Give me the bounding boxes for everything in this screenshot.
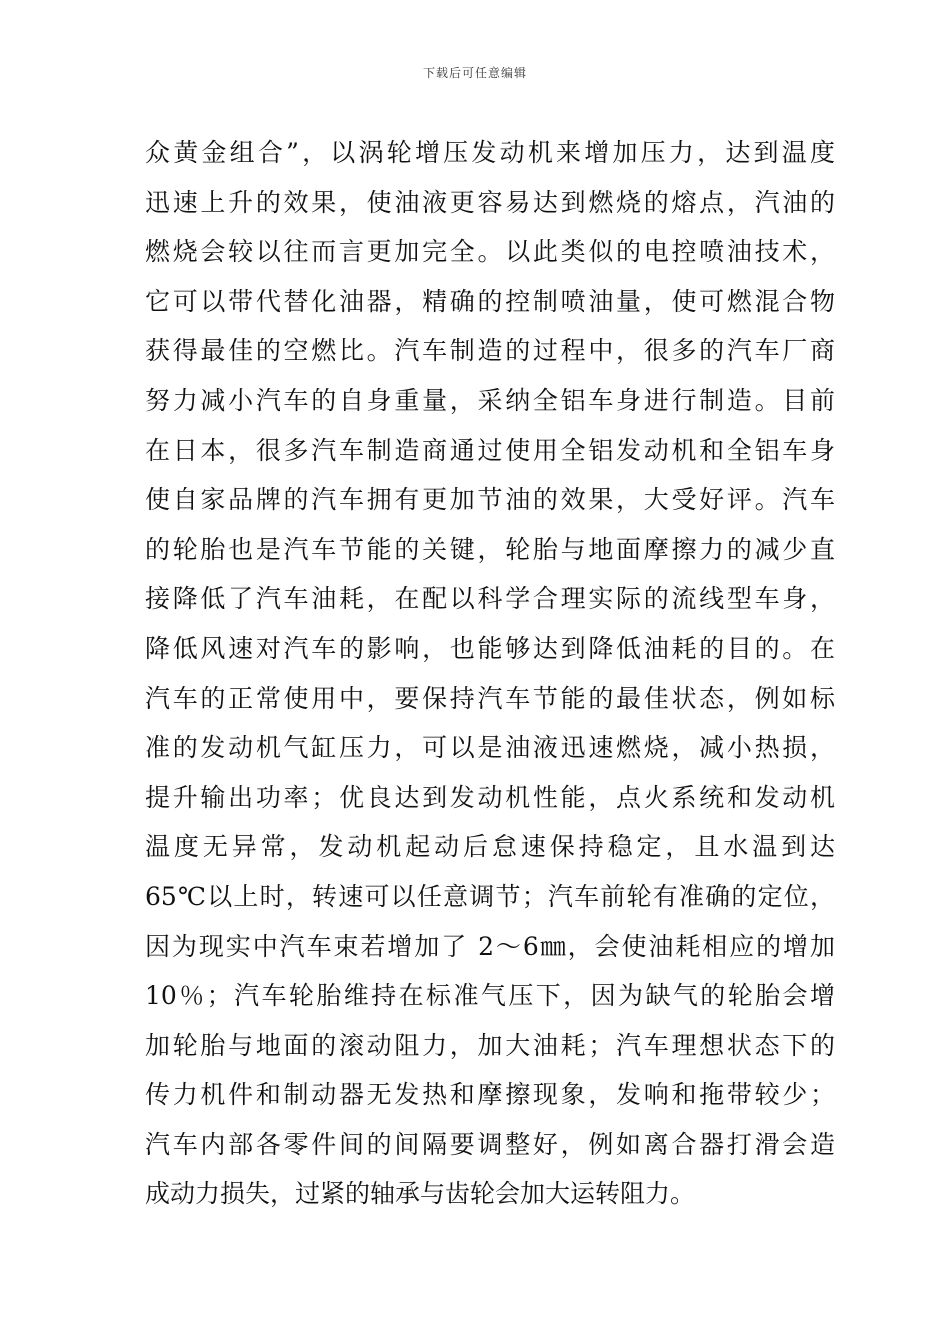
text-line: 的轮胎也是汽车节能的关键，轮胎与地面摩擦力的减少直 xyxy=(145,534,835,564)
text-line: 准的发动机气缸压力，可以是油液迅速燃烧，减小热损， xyxy=(145,733,835,763)
text-line: 汽车内部各零件间的间隔要调整好，例如离合器打滑会造 xyxy=(145,1129,835,1159)
text-line: 使自家品牌的汽车拥有更加节油的效果，大受好评。汽车 xyxy=(145,485,835,515)
text-line: 加轮胎与地面的滚动阻力，加大油耗；汽车理想状态下的 xyxy=(145,1030,835,1060)
text-line: 因为现实中汽车束若增加了 2～6㎜，会使油耗相应的增加 xyxy=(145,931,835,961)
text-line: 降低风速对汽车的影响，也能够达到降低油耗的目的。在 xyxy=(145,633,835,663)
text-line: 汽车的正常使用中，要保持汽车节能的最佳状态，例如标 xyxy=(145,683,835,713)
text-line: 众黄金组合”，以涡轮增压发动机来增加压力，达到温度 xyxy=(145,138,835,167)
text-line: 传力机件和制动器无发热和摩擦现象，发响和拖带较少； xyxy=(145,1080,835,1110)
text-line: 努力减小汽车的自身重量，采纳全铝车身进行制造。目前 xyxy=(145,385,835,415)
body-paragraph xyxy=(145,128,835,1219)
text-line: 迅速上升的效果，使油液更容易达到燃烧的熔点，汽油的 xyxy=(145,187,835,217)
text-line: 燃烧会较以往而言更加完全。以此类似的电控喷油技术， xyxy=(145,237,835,267)
text-line: 65℃以上时，转速可以任意调节；汽车前轮有准确的定位， xyxy=(145,881,835,911)
text-line: 提升输出功率；优良达到发动机性能，点火系统和发动机 xyxy=(145,782,835,812)
page-header: 下载后可任意编辑 xyxy=(422,66,527,80)
text-line: 温度无异常，发动机起动后怠速保持稳定，且水温到达 xyxy=(145,832,835,862)
text-line: 它可以带代替化油器，精确的控制喷油量，使可燃混合物 xyxy=(145,286,835,316)
text-line: 获得最佳的空燃比。汽车制造的过程中，很多的汽车厂商 xyxy=(145,336,835,366)
text-line: 接降低了汽车油耗，在配以科学合理实际的流线型车身， xyxy=(145,584,835,614)
text-line: 成动力损失，过紧的轴承与齿轮会加大运转阻力。 xyxy=(145,1179,696,1209)
text-line: 在日本，很多汽车制造商通过使用全铝发动机和全铝车身 xyxy=(145,435,835,465)
text-line: 10％；汽车轮胎维持在标准气压下，因为缺气的轮胎会增 xyxy=(145,981,835,1011)
